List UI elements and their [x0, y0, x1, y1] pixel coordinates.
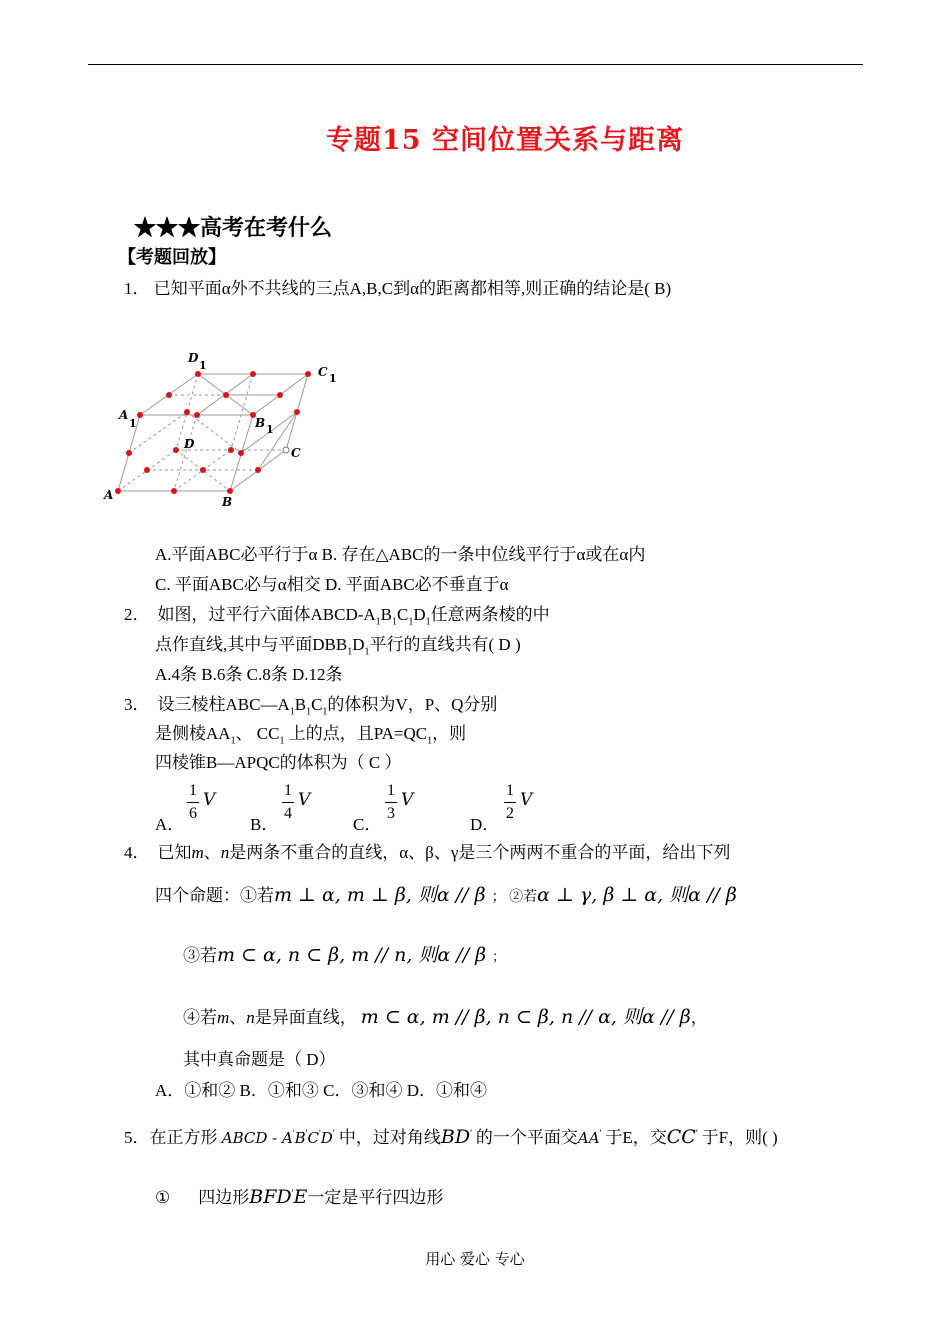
midpoints [115, 371, 311, 494]
point-c1 [305, 371, 311, 377]
question-5-item-1: ① 四边形BFD'E一定是平行四边形 [155, 1186, 444, 1208]
point-mid-d1b1 [223, 392, 229, 398]
point-mid-ad [144, 467, 150, 473]
point-b [227, 488, 233, 494]
question-4-stem: 4． 已知m、n是两条不重合的直线，α、β、γ是三个两两不重合的平面，给出下列 [124, 843, 731, 862]
question-4-options: A．①和② B．①和③ C．③和④ D．①和④ [155, 1081, 487, 1100]
subsection-label: 【考题回放】 [118, 247, 226, 268]
parallelepiped-figure [100, 345, 360, 515]
label-c: C [291, 446, 301, 460]
point-mid-c1b1 [277, 392, 283, 398]
question-5-stem: 5．在正方形 ABCD - A'B'C'D' 中，过对角线BD' 的一个平面交AA' 于E，交CC' 于F，则( ) [124, 1126, 778, 1148]
point-mid-a1d1 [166, 392, 172, 398]
point-mid-bc [255, 467, 261, 473]
point-mid-aa1 [126, 450, 132, 456]
question-2-line-1: 2． 如图，过平行六面体ABCD-$A_1B_1C_1D_1$任意两条棱的中 [124, 605, 550, 628]
question-4-ask: 其中真命题是（ D） [183, 1050, 336, 1069]
label-c1: C [318, 365, 328, 379]
point-c [283, 447, 289, 453]
point-a1 [137, 412, 143, 418]
label-d: D [184, 437, 195, 451]
question-1-options-ab: A.平面ABC必平行于α B. 存在△ABC的一条中位线平行于α或在α内 [155, 545, 646, 564]
mid-line-side1 [129, 412, 187, 453]
question-2-line-2: 点作直线,其中与平面$DBB_1D_1$平行的直线共有( D ) [155, 635, 521, 658]
mid-line-side4 [174, 415, 197, 491]
point-mid-cc1 [294, 409, 300, 415]
mid-line-side3 [187, 412, 241, 453]
label-b1-sub: 1 [266, 423, 274, 436]
label-a: A [104, 488, 114, 502]
point-mid-dc [228, 447, 234, 453]
question-4-proposition-3: ③若m ⊂ α, n ⊂ β, m // n, 则α // β ； [183, 944, 506, 966]
point-mid-db [200, 467, 206, 473]
question-4-proposition-1-2: 四个命题：①若m ⊥ α, m ⊥ β, 则α // β ； ②若α ⊥ γ, β ⊥ α, 则α // β [155, 884, 737, 906]
label-a1-sub: 1 [129, 417, 137, 430]
point-mid-ab [171, 488, 177, 494]
label-b: B [222, 495, 233, 509]
point-mid-a1b1 [194, 412, 200, 418]
section-heading: ★★★高考在考什么 [134, 215, 333, 241]
top-rule [88, 64, 863, 65]
label-a1: A [119, 408, 129, 422]
point-mid-dd1 [184, 409, 190, 415]
page-footer: 用心 爱心 专心 [425, 1250, 525, 1268]
label-d1-sub: 1 [199, 359, 207, 372]
point-mid-bb1 [238, 450, 244, 456]
page-title: 专题15 空间位置关系与距离 [326, 125, 684, 156]
label-c1-sub: 1 [329, 372, 337, 385]
label-d1: D [188, 351, 199, 365]
label-b1: B [255, 416, 266, 430]
question-4-proposition-4: ④若m、n是异面直线， m ⊂ α, m // β, n ⊂ β, n // α, 则α // β， [183, 1006, 708, 1028]
question-3-line-3: 四棱锥B—APQC的体积为（ C ） [155, 753, 402, 772]
point-mid-d1c1 [250, 371, 256, 377]
question-3-line-1: 3． 设三棱柱$ABC—A_1B_1C_1$的体积为V，P、Q分别 [124, 695, 498, 718]
question-1-stem: 1． 已知平面α外不共线的三点A,B,C到α的距离都相等,则正确的结论是( B) [124, 279, 672, 298]
question-2-options: A.4条 B.6条 C.8条 D.12条 [155, 665, 343, 684]
point-d [173, 447, 179, 453]
proposition-2-math: α ⊥ γ, β ⊥ α, 则α // β [537, 884, 737, 906]
question-1-options-cd: C. 平面ABC必与α相交 D. 平面ABC必不垂直于α [155, 575, 509, 594]
proposition-1-math: m ⊥ α, m ⊥ β, 则α // β [274, 884, 486, 906]
question-3-line-2: 是侧棱$AA_1$、 $CC_1$ 上的点，且$PA=QC_1$，则 [155, 724, 467, 747]
point-a [115, 488, 121, 494]
